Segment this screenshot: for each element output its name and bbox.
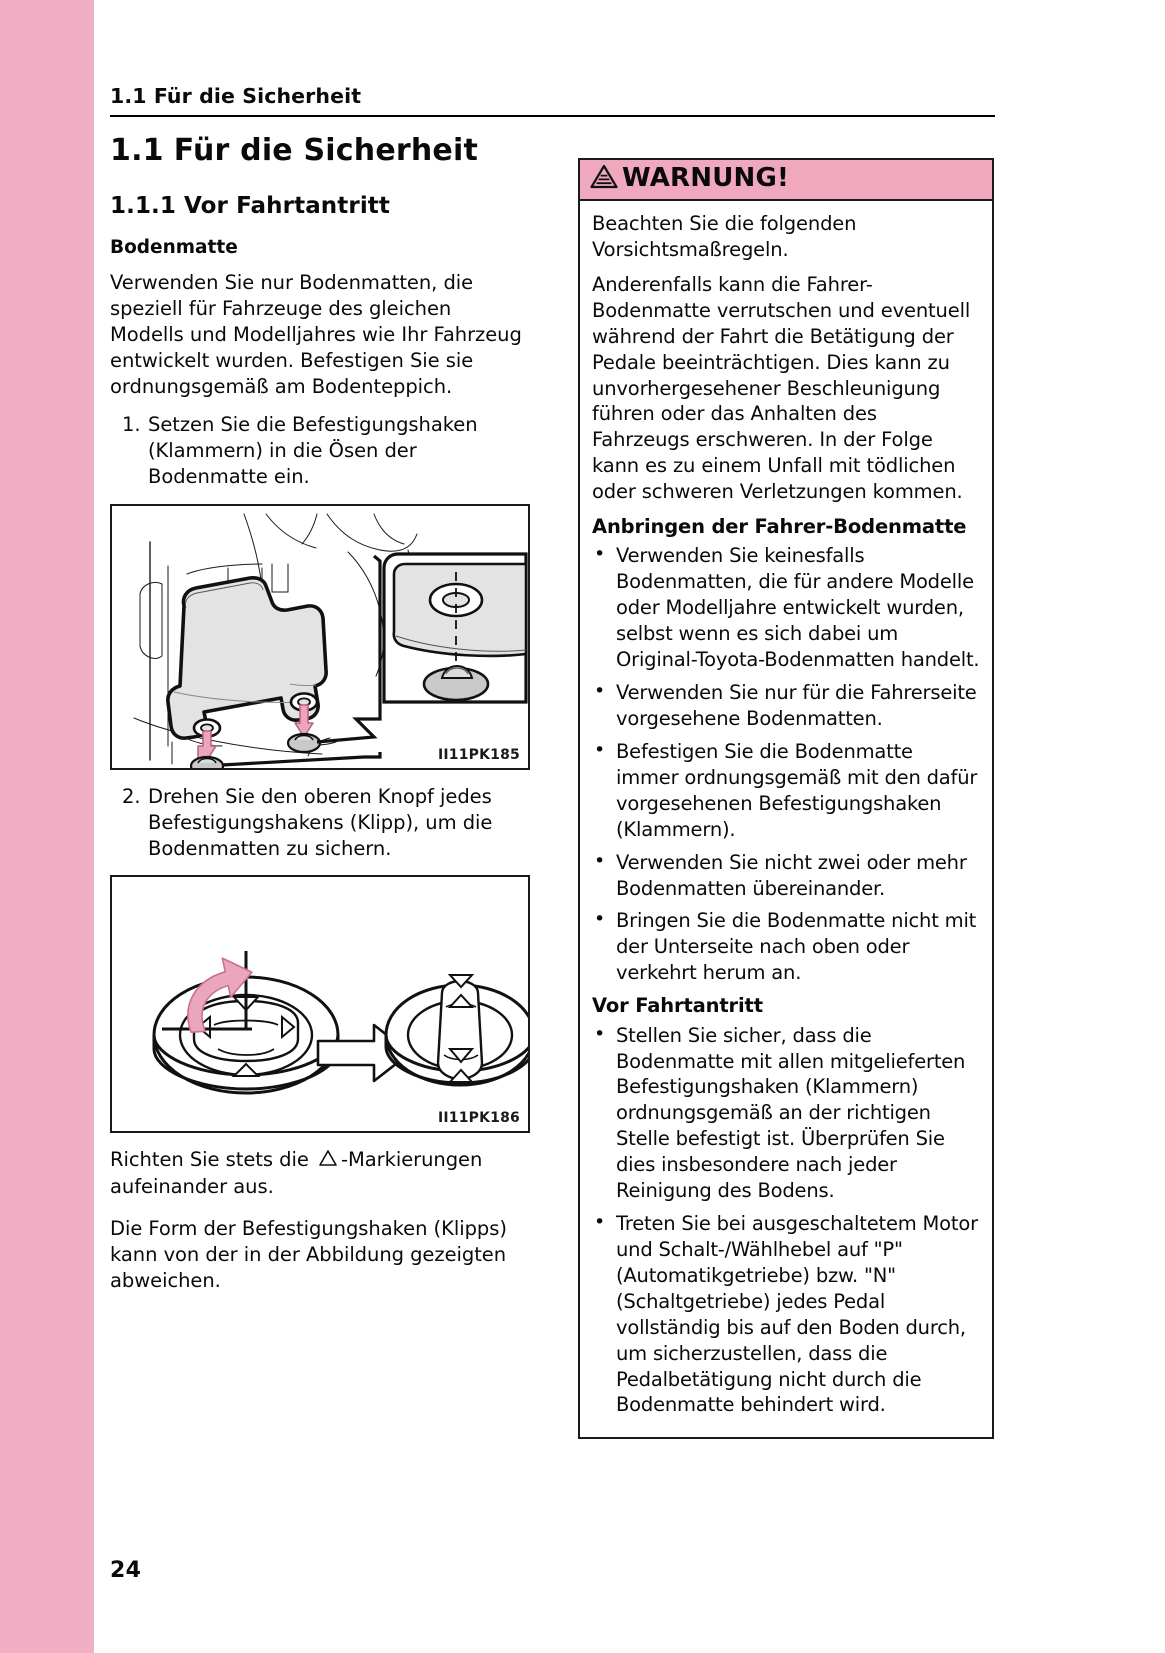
warning-header xyxy=(580,160,992,201)
figure-caption: II11PK186 xyxy=(437,1110,520,1127)
steps-list-1 xyxy=(110,412,530,490)
step-marker: 1. xyxy=(122,412,141,436)
figure-clip-rotation xyxy=(110,875,530,1133)
warning-list-item xyxy=(592,1023,980,1204)
section-title-text: Vor Fahrtantritt xyxy=(184,192,390,219)
warning-item-text: Verwenden Sie nicht zwei oder mehr Bodenmatten übereinander. xyxy=(616,850,967,900)
warning-list-item xyxy=(592,739,980,843)
bullet-icon: • xyxy=(594,680,606,703)
warning-paragraph: Anderenfalls kann die Fahrer-Bodenmatte verrutschen und eventuell während der Fahrt die Betätigung der Pedale beeinträchtigen. Dies kann zu unvorhergesehener Beschleunigung führen oder das Anhalten des Fahrzeugs erschweren. In der Folge kann es zu einem Unfall mit tödlichen oder schweren Verletzungen kommen. xyxy=(592,272,971,504)
warning-item-text: Bringen Sie die Bodenmatte nicht mit der Unterseite nach oben oder verkehrt herum an. xyxy=(616,909,977,985)
floor-mat-illustration xyxy=(112,506,528,768)
marking-alignment-note xyxy=(110,1147,530,1200)
warning-triangle-icon xyxy=(590,164,618,193)
warning-item-text: Verwenden Sie keinesfalls Bodenmatten, die für andere Modelle oder Modelljahre entwickelt wurden, selbst wenn es sich dabei um Original-Toyota-Bodenmatten handelt. xyxy=(616,544,980,672)
warning-box xyxy=(578,158,994,1439)
warning-group-list xyxy=(592,543,980,986)
warning-list-item xyxy=(592,1211,980,1418)
clip-shape-note: Die Form der Befestigungshaken (Klipps) kann von der in der Abbildung gezeigten abweichen. xyxy=(110,1217,507,1293)
marking-note-before: Richten Sie stets die xyxy=(110,1148,309,1172)
bullet-icon: • xyxy=(594,849,606,872)
left-column xyxy=(110,132,530,1310)
bullet-icon: • xyxy=(594,1211,606,1234)
warning-list-item xyxy=(592,850,980,902)
step-item xyxy=(110,784,530,862)
step-marker: 2. xyxy=(122,784,141,808)
running-header xyxy=(110,84,995,117)
chapter-title-text: Für die Sicherheit xyxy=(173,133,478,168)
intro-paragraph: Verwenden Sie nur Bodenmatten, die speziell für Fahrzeuge des gleichen Modells und Modelljahres wie Ihr Fahrzeug entwickelt wurden. Befestigen Sie sie ordnungsgemäß am Bodenteppich. xyxy=(110,271,522,398)
bullet-icon: • xyxy=(594,738,606,761)
warning-item-text: Stellen Sie sicher, dass die Bodenmatte mit allen mitgelieferten Befestigungshaken (Klammern) ordnungsgemäß an der richtigen Stelle befestigt ist. Überprüfen Sie dies insbesondere nach jeder Reinigung des Bodens. xyxy=(616,1023,966,1203)
running-header-text: 1.1 Für die Sicherheit xyxy=(110,84,362,108)
warning-group-heading: Anbringen der Fahrer-Bodenmatte xyxy=(592,515,967,539)
warning-list-item xyxy=(592,543,980,673)
warning-group-list xyxy=(592,1023,980,1419)
bullet-icon: • xyxy=(594,1022,606,1045)
step-text: Setzen Sie die Befestigungshaken (Klammern) in die Ösen der Bodenmatte ein. xyxy=(148,412,478,488)
clip-rotation-illustration xyxy=(112,877,528,1131)
warning-paragraph: Beachten Sie die folgenden Vorsichtsmaßregeln. xyxy=(592,212,857,261)
section-title xyxy=(110,192,530,221)
chapter-number: 1.1 xyxy=(110,133,164,168)
warning-group-heading: Vor Fahrtantritt xyxy=(592,994,763,1018)
warning-title: WARNUNG! xyxy=(622,163,790,194)
page-number: 24 xyxy=(110,1558,142,1583)
subsection-title: Bodenmatte xyxy=(110,237,238,259)
triangle-marking-icon xyxy=(318,1148,338,1174)
step-text: Drehen Sie den oberen Knopf jedes Befestigungshakens (Klipp), um die Bodenmatten zu sichern. xyxy=(148,784,493,860)
warning-item-text: Befestigen Sie die Bodenmatte immer ordnungsgemäß mit den dafür vorgesehenen Befestigungshaken (Klammern). xyxy=(616,739,978,841)
bullet-icon: • xyxy=(594,908,606,931)
running-header-rule xyxy=(110,115,995,117)
right-column xyxy=(578,158,994,1439)
section-number: 1.1.1 xyxy=(110,192,176,219)
steps-list-2 xyxy=(110,784,530,862)
page-spine-stripe xyxy=(0,0,94,1653)
page-spine-stripe-inner xyxy=(84,0,94,1653)
warning-list-item xyxy=(592,680,980,732)
warning-item-text: Treten Sie bei ausgeschaltetem Motor und Schalt-/Wählhebel auf "P" (Automatikgetriebe) bzw. "N" (Schaltgetriebe) jedes Pedal vollständig bis auf den Boden durch, um sicherzustellen, dass die Pedalbetätigung nicht durch die Bodenmatte behindert wird. xyxy=(616,1212,978,1417)
warning-body xyxy=(580,201,992,1437)
step-item xyxy=(110,412,530,490)
bullet-icon: • xyxy=(594,543,606,566)
warning-list-item xyxy=(592,908,980,986)
figure-caption: II11PK185 xyxy=(437,746,520,763)
chapter-title xyxy=(110,132,530,170)
figure-floor-mat xyxy=(110,504,530,770)
warning-item-text: Verwenden Sie nur für die Fahrerseite vorgesehene Bodenmatten. xyxy=(616,681,977,731)
marking-note-after: -Markierungen aufeinander aus. xyxy=(110,1148,483,1199)
